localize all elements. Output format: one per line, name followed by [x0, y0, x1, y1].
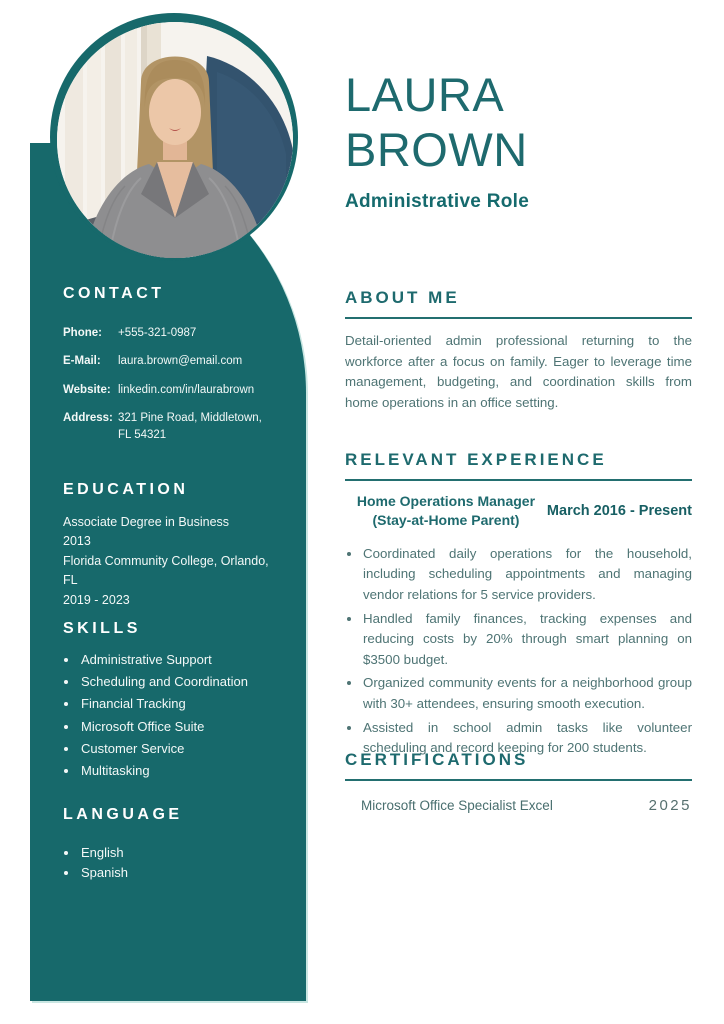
skill-item: • Financial Tracking: [79, 695, 281, 713]
certifications-heading: CERTIFICATIONS: [345, 750, 692, 781]
language-list: [63, 844, 281, 882]
contact-row-address: [63, 410, 281, 445]
experience-bullet: • Handled family finances, tracking expenses and reducing costs by 20% through smart planning on $3500 budget.: [362, 609, 692, 671]
skills-heading: SKILLS: [63, 620, 141, 637]
profile-photo: [57, 22, 293, 258]
skills-section: [63, 620, 281, 784]
role-subtitle: Administrative Role: [345, 190, 530, 212]
contact-rows: [63, 325, 281, 444]
contact-label: Website:: [63, 383, 111, 396]
skill-item: • Administrative Support: [79, 651, 281, 669]
contact-section: [63, 285, 281, 455]
contact-value-address: 321 Pine Road, Middletown, FL 54321: [118, 411, 262, 441]
language-item: • Spanish: [79, 864, 281, 882]
skill-item: • Customer Service: [79, 740, 281, 758]
experience-bullet: • Assisted in school admin tasks like volunteer scheduling and record keeping for 200 students.: [362, 718, 692, 759]
certification-year: 2025: [648, 797, 692, 814]
contact-label: E-Mail:: [63, 355, 101, 368]
contact-value-phone: +555-321-0987: [118, 327, 197, 339]
education-heading: EDUCATION: [63, 481, 189, 498]
about-section: [345, 288, 692, 413]
contact-row-phone: [63, 325, 281, 342]
education-degree-year: 2013: [63, 534, 91, 549]
about-heading: ABOUT ME: [345, 288, 692, 319]
job-dates: March 2016 - Present: [546, 502, 692, 519]
skill-item: • Scheduling and Coordination: [79, 673, 281, 691]
experience-bullet: • Coordinated daily operations for the household, including scheduling appointments and managing vendor relations for 5 service providers.: [362, 544, 692, 606]
experience-section: [345, 450, 692, 762]
certification-row: [345, 797, 692, 814]
contact-value-email: laura.brown@email.com: [118, 355, 243, 368]
contact-label: Address:: [63, 411, 113, 424]
education-degree: Associate Degree in Business: [63, 515, 230, 529]
job-header-row: [345, 492, 692, 530]
header-block: [345, 68, 692, 213]
contact-value-website: linkedin.com/in/laurabrown: [118, 383, 255, 396]
contact-row-email: [63, 353, 281, 370]
education-school-years: 2019 - 2023: [63, 592, 130, 607]
name-line-last: BROWN: [345, 122, 528, 176]
profile-photo-illustration: [57, 22, 293, 258]
job-title: Home Operations Manager (Stay-at-Home Parent): [356, 493, 536, 528]
skill-item: • Multitasking: [79, 762, 281, 780]
education-school: Florida Community College, Orlando, FL: [63, 553, 269, 588]
contact-row-website: [63, 382, 281, 399]
experience-bullet: • Organized community events for a neighborhood group with 30+ attendees, ensuring smooth execution.: [362, 673, 692, 714]
skills-list: [63, 651, 281, 780]
language-heading: LANGUAGE: [63, 806, 183, 823]
name-line-first: LAURA: [345, 68, 505, 121]
experience-heading: RELEVANT EXPERIENCE: [345, 450, 692, 481]
certification-name: Microsoft Office Specialist Excel: [361, 798, 553, 813]
about-text: Detail-oriented admin professional returning to the workforce after a focus on family. Eager to leverage time management, budgeting, and coordination skills from home operations in an office setting.: [345, 333, 692, 410]
language-item: • English: [79, 844, 281, 862]
certifications-section: [345, 750, 692, 814]
language-section: [63, 806, 281, 884]
education-lines: [63, 513, 281, 610]
contact-heading: CONTACT: [63, 285, 165, 302]
skill-item: • Microsoft Office Suite: [79, 718, 281, 736]
education-section: [63, 481, 281, 610]
experience-bullet-list: [345, 544, 692, 759]
contact-label: Phone:: [63, 327, 102, 339]
